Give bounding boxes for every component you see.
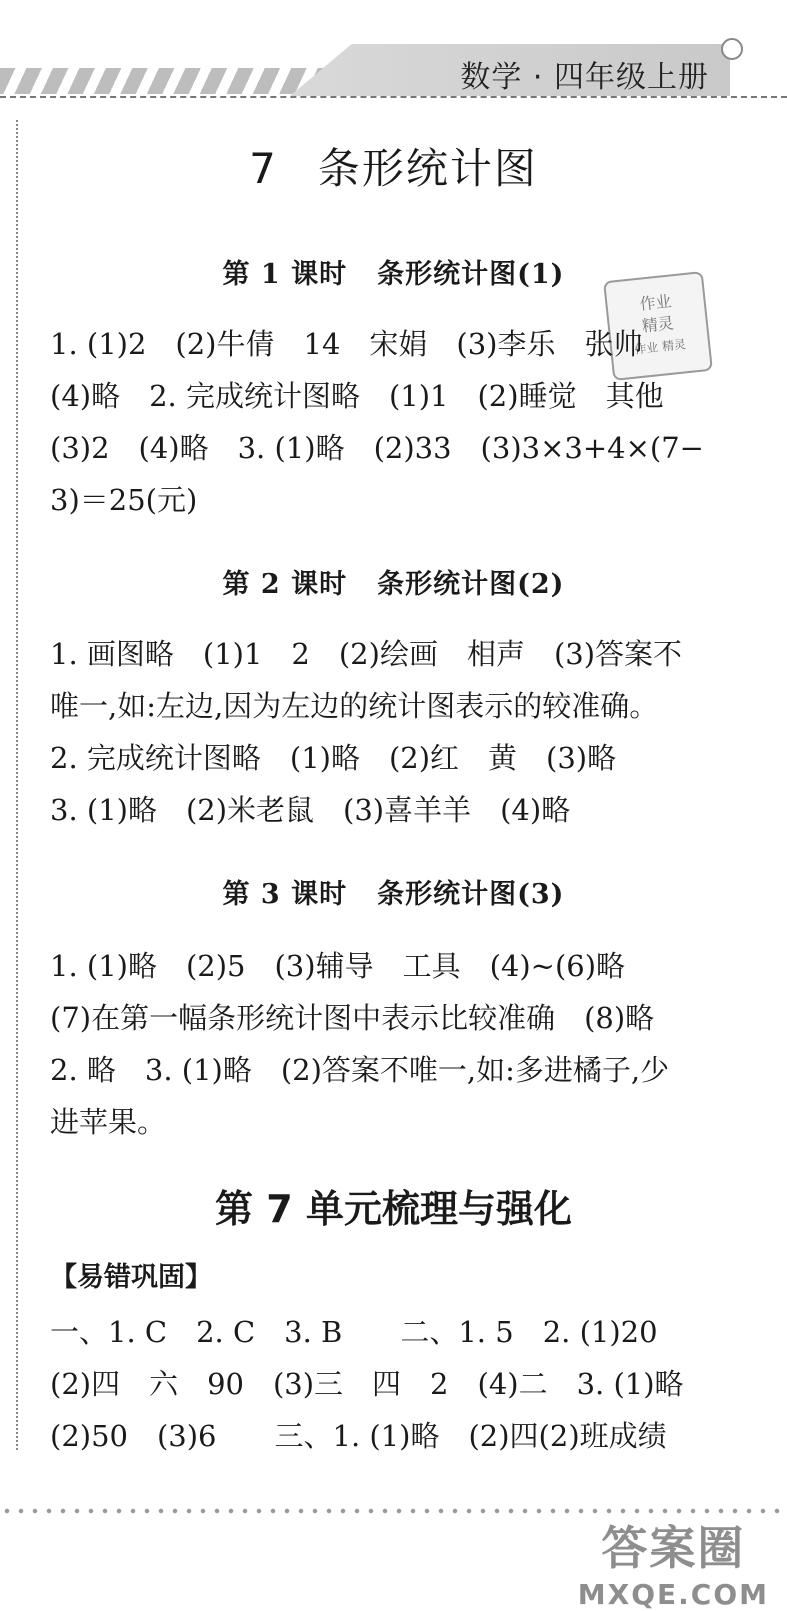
lesson-3-line-2: (7)在第一幅条形统计图中表示比较准确 (8)略 xyxy=(50,1001,655,1035)
header-stripes xyxy=(0,68,330,94)
lesson-1-title: 第 1 课时 条形统计图(1) xyxy=(222,259,565,290)
header-divider xyxy=(0,96,787,98)
watermark-stamp: 作业 精灵 作业 精灵 xyxy=(603,271,713,381)
section-label: 【易错巩固】 xyxy=(50,1262,212,1293)
lesson-2-line-1: 1. 画图略 (1)1 2 (2)绘画 相声 (3)答案不 xyxy=(50,637,683,671)
lesson-1-line-3: (3)2 (4)略 3. (1)略 (2)33 (3)3×3+4×(7− xyxy=(50,431,704,465)
lesson-2-line-4: 3. (1)略 (2)米老鼠 (3)喜羊羊 (4)略 xyxy=(50,793,571,827)
review-line-2: (2)四 六 90 (3)三 四 2 (4)二 3. (1)略 xyxy=(50,1367,684,1401)
lesson-1-line-2: (4)略 2. 完成统计图略 (1)1 (2)睡觉 其他 xyxy=(50,379,664,413)
review-line-3: (2)50 (3)6 三、1. (1)略 (2)四(2)班成绩 xyxy=(50,1419,667,1453)
lesson-2-line-3: 2. 完成统计图略 (1)略 (2)红 黄 (3)略 xyxy=(50,741,617,775)
lesson-2-line-2: 唯一,如:左边,因为左边的统计图表示的较准确。 xyxy=(50,689,659,723)
lesson-3-line-3: 2. 略 3. (1)略 (2)答案不唯一,如:多进橘子,少 xyxy=(50,1053,670,1087)
lesson-1-line-4: 3)＝25(元) xyxy=(50,483,198,517)
corner-ring-icon xyxy=(721,38,743,60)
lesson-1-line-1: 1. (1)2 (2)牛倩 14 宋娟 (3)李乐 张帅 xyxy=(50,327,643,361)
chapter-name: 条形统计图 xyxy=(317,144,538,193)
header-title: 数学 · 四年级上册 xyxy=(460,60,709,95)
review-line-1: 一、1. C 2. C 3. B 二、1. 5 2. (1)20 xyxy=(50,1315,658,1349)
unit-review-title: 第 7 单元梳理与强化 xyxy=(215,1187,572,1231)
chapter-title xyxy=(0,136,787,196)
page-header xyxy=(0,38,787,100)
lesson-3-line-4: 进苹果。 xyxy=(50,1105,167,1139)
lesson-3-line-1: 1. (1)略 (2)5 (3)辅导 工具 (4)~(6)略 xyxy=(50,949,626,983)
watermark-logo: 答案圈 MXQE.COM xyxy=(577,1521,769,1611)
lesson-2-title: 第 2 课时 条形统计图(2) xyxy=(222,569,565,600)
chapter-number: 7 xyxy=(249,144,278,193)
lesson-3-title: 第 3 课时 条形统计图(3) xyxy=(222,879,565,910)
margin-dotted-rule xyxy=(16,120,18,1450)
